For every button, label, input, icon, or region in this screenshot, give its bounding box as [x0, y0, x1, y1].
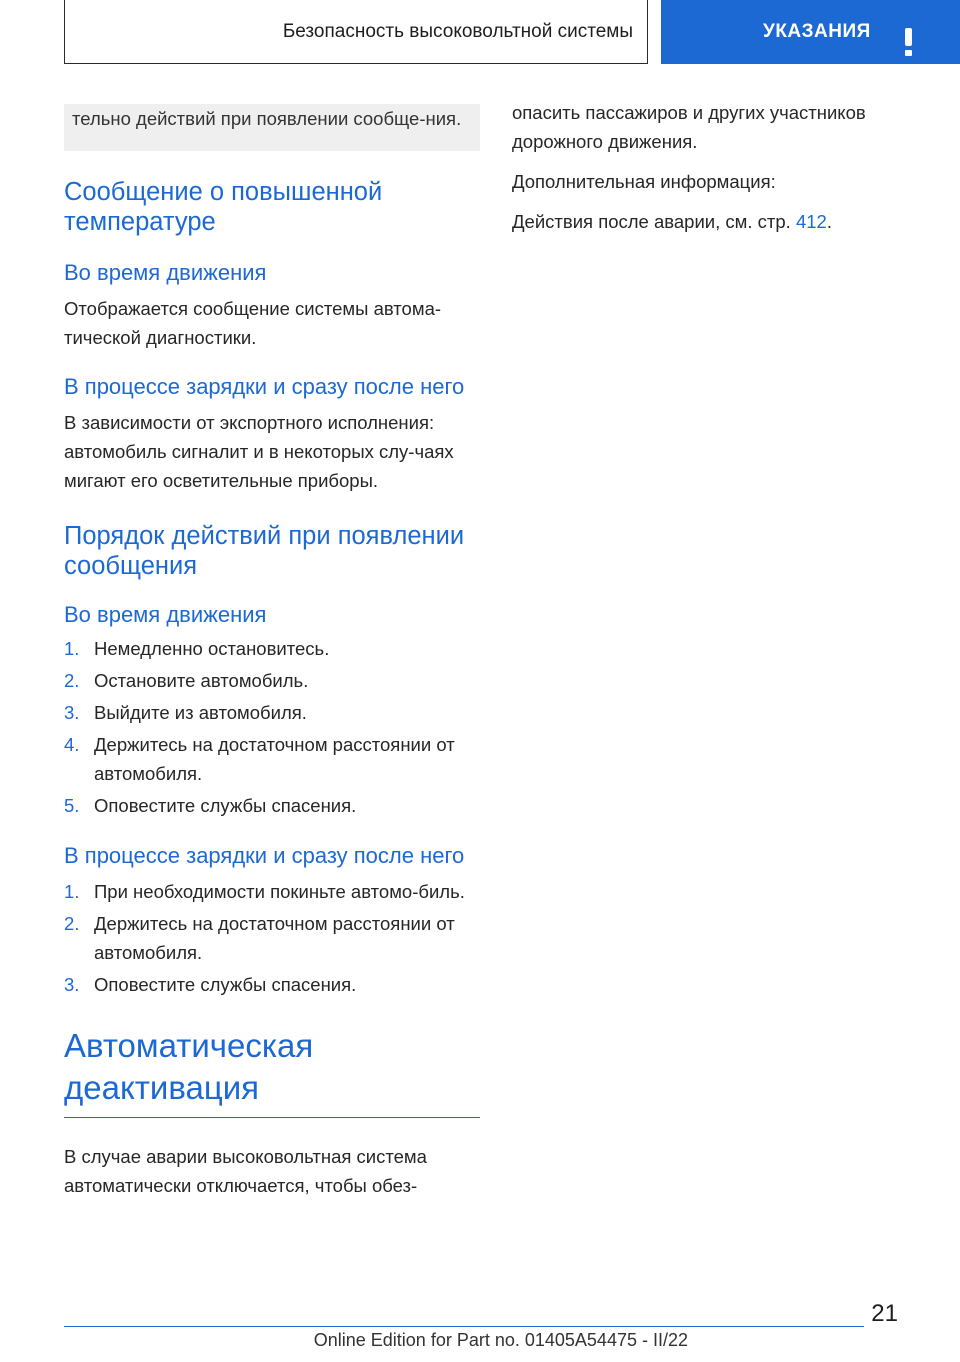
subheading-while-charging: В процессе зарядки и сразу после него: [64, 374, 465, 399]
list-item: 5. Оповестите службы спасения.: [64, 795, 357, 816]
list-item: 2. Держитесь на достаточном расстоянии от автомобиля.: [64, 913, 455, 963]
subheading-while-driving: Во время движения: [64, 260, 267, 285]
paragraph-diagnostic: Отображается сообщение системы автома-тической диагностики.: [64, 298, 442, 348]
section-title: Безопасность высоковольтной системы: [282, 20, 633, 42]
paragraph-reference: Действия после аварии, см. стр. 412.: [512, 211, 832, 232]
footer-divider: [64, 1326, 864, 1327]
list-item: 4. Держитесь на достаточном расстоянии от автомобиля.: [64, 734, 455, 784]
header-section-title: [64, 0, 648, 64]
steps-driving-list: [64, 634, 480, 820]
heading-procedure: Порядок действий при появлении сообщения: [64, 522, 465, 580]
list-item: 1. При необходимости покиньте автомо-биль.: [64, 881, 465, 902]
list-item: 1. Немедленно остановитесь.: [64, 638, 330, 659]
paragraph-export: В зависимости от экспортного исполнения: автомобиль сигналит и в некоторых слу-чаях мигают его осветительные приборы.: [64, 412, 454, 491]
paragraph-more-info: Дополнительная информация:: [512, 171, 776, 192]
heading-high-temperature: Сообщение о повышенной температуре: [64, 178, 383, 236]
steps-charging-list: [64, 877, 480, 999]
left-column: [64, 104, 480, 1221]
heading-automatic-deactivation: Автоматическая деактивация: [64, 1025, 480, 1118]
page-number: 21: [871, 1300, 898, 1327]
note-box: тельно действий при появлении сообще-ния.: [64, 104, 480, 151]
header-chapter-tab: [661, 0, 960, 64]
subheading-while-charging-2: В процессе зарядки и сразу после него: [64, 843, 465, 868]
subheading-while-driving-2: Во время движения: [64, 602, 267, 627]
list-item: 3. Выйдите из автомобиля.: [64, 702, 307, 723]
paragraph-continuation: опасить пассажиров и других участников дорожного движения.: [512, 102, 866, 152]
warning-exclamation-icon: [905, 28, 912, 56]
chapter-label: УКАЗАНИЯ: [763, 21, 871, 42]
list-item: 3. Оповестите службы спасения.: [64, 974, 357, 995]
list-item: 2. Остановите автомобиль.: [64, 670, 309, 691]
footer-edition: Online Edition for Part no. 01405A54475 - II/22: [313, 1330, 688, 1350]
right-column: [512, 104, 912, 257]
page-reference-link[interactable]: 412: [795, 211, 827, 232]
paragraph-auto-deactivation: В случае аварии высоковольтная система автоматически отключается, чтобы обез-: [64, 1146, 427, 1196]
